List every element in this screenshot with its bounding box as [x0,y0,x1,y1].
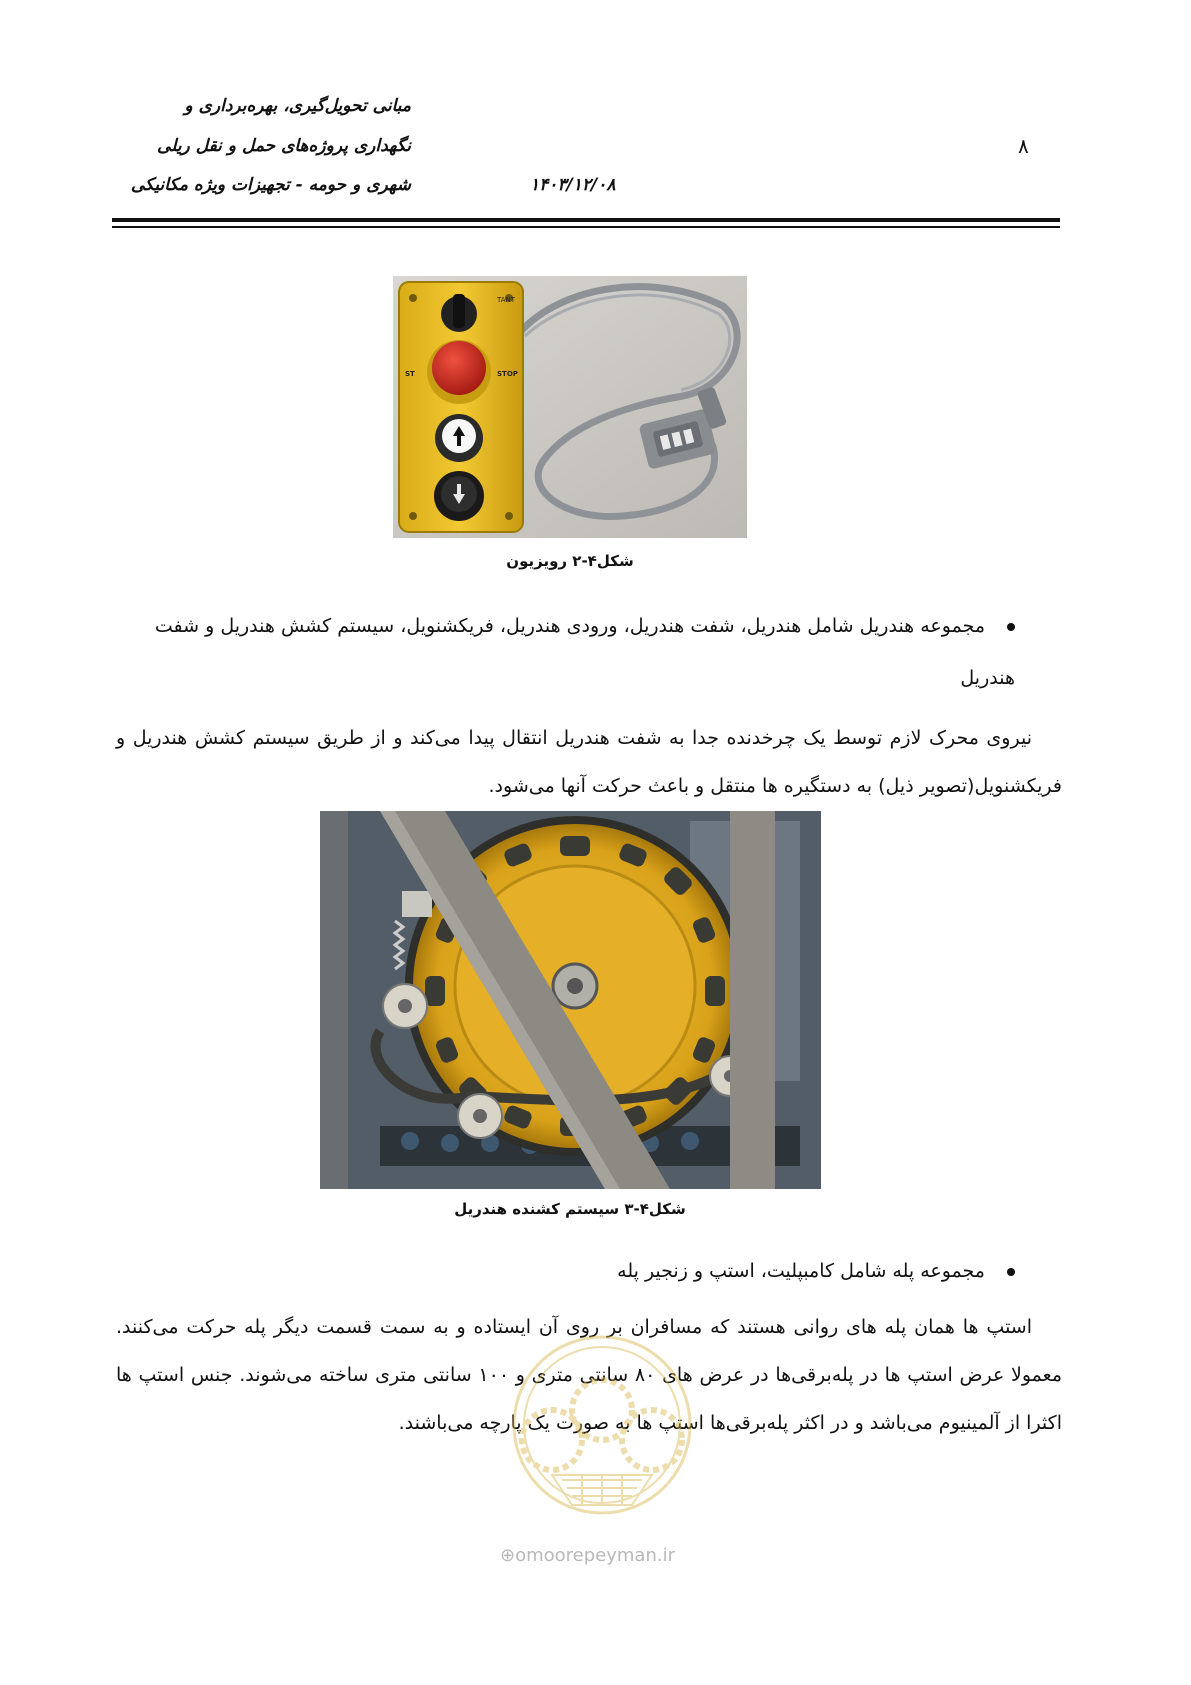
watermark-url: ⊕omoorepeyman.ir [500,1545,675,1566]
header-title-line1: مبانی تحویل‌گیری، بهره‌برداری و [184,96,411,116]
header-rule-thin [112,226,1060,228]
bullet-dot [1007,623,1015,631]
header-rule-thick [112,218,1060,222]
bullet1-line1: مجموعه هندریل شامل هندریل، شفت هندریل، ورودی هندریل، فریکشنویل، سیستم کشش هندریل و شفت [154,615,985,637]
figure2-caption: شکل۴-۳ سیستم کشنده هندریل [454,1200,686,1218]
label-stop-left: ST [405,370,415,378]
label-stop-right: STOP [497,370,518,378]
figure1-caption: شکل۴-۲ رویزیون [506,552,634,570]
paragraph-steps: استپ ها همان پله های روانی هستند که مسافران بر روی آن ایستاده و به سمت قسمت دیگر پله حرکت می‌کنند. معمولا عرض استپ ها در پله‌برقی‌ها در عرض های ۸۰ سانتی متری و ۱۰۰ سانتی متری ساخته می‌شوند. جنس استپ ها اکثرا از آلمینیوم می‌باشد و در اکثر پله‌برقی‌ها استپ ها به صورت یک پارچه می‌باشند. [116,1316,1062,1434]
bullet-dot [1007,1268,1015,1276]
bullet-step-assembly [415,1245,1015,1297]
header-date: ۱۴۰۳/۱۲/۰۸ [530,175,616,195]
bullet-handrail-assembly [135,600,1015,704]
header-title-line3: شهری و حومه - تجهیزات ویژه مکانیکی [130,175,411,195]
header-title-line2: نگهداری پروژه‌های حمل و نقل ریلی [157,136,411,156]
bullet1-line2: هندریل [960,667,1015,689]
figure-pendant-control [393,276,747,538]
label-start: TANT [497,296,516,304]
pendant-control-photo [393,276,747,538]
watermark-seal-logo [492,1330,712,1520]
paragraph-drive-force: نیروی محرک لازم توسط یک چرخدنده جدا به شفت هندریل انتقال پیدا می‌کند و از طریق سیستم کشش هندریل و فریکشنویل(تصویر ذیل) به دستگیره ها منتقل و باعث حرکت آنها می‌شود. [116,727,1062,797]
bullet2-text: مجموعه پله شامل کامبپلیت، استپ و زنجیر پله [617,1260,985,1282]
figure-handrail-drive [320,811,821,1189]
page-number: ۸ [1018,134,1029,158]
handrail-drive-photo [320,811,821,1189]
globe-icon: ⊕ [500,1545,516,1566]
